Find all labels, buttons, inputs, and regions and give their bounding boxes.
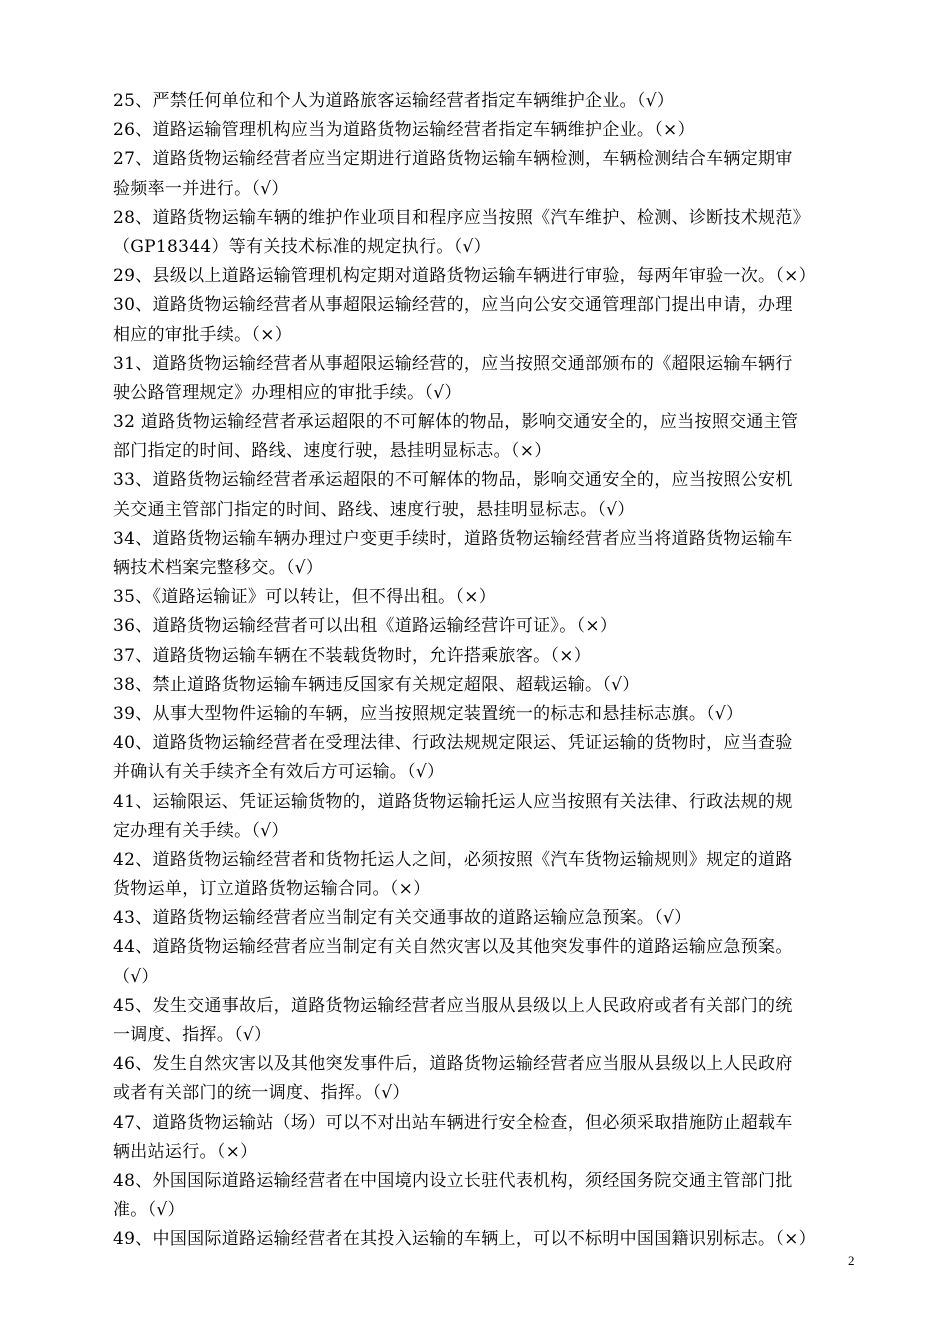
item-text-line: 关交通主管部门指定的时间、路线、速度行驶，悬挂明显标志。（√） (113, 499, 635, 520)
true-false-item (113, 1109, 873, 1167)
true-false-item (113, 525, 873, 583)
item-text-line: 26、道路运输管理机构应当为道路货物运输经营者指定车辆维护企业。（×） (113, 120, 695, 141)
item-text-line: 定办理有关手续。（√） (113, 820, 289, 841)
true-false-item (113, 204, 873, 262)
item-text-line: 驶公路管理规定》办理相应的审批手续。（√） (113, 382, 462, 403)
true-false-item (113, 408, 873, 466)
item-text-line: 48、外国国际道路运输经营者在中国境内设立长驻代表机构，须经国务院交通主管部门批 (113, 1170, 793, 1191)
true-false-item (113, 642, 873, 671)
item-text-line: 43、道路货物运输经营者应当制定有关交通事故的道路运输应急预案。（√） (113, 908, 692, 929)
item-text-line: 46、发生自然灾害以及其他突发事件后，道路货物运输经营者应当服从县级以上人民政府 (113, 1054, 793, 1075)
item-text-line: 部门指定的时间、路线、速度行驶，悬挂明显标志。（×） (113, 441, 552, 462)
true-false-item (113, 904, 873, 933)
item-text-line: 辆出站运行。（×） (113, 1141, 258, 1162)
item-text-line: 27、道路货物运输经营者应当定期进行道路货物运输车辆检测，车辆检测结合车辆定期审 (113, 149, 793, 170)
item-text-line: 31、道路货物运输经营者从事超限运输经营的，应当按照交通部颁布的《超限运输车辆行 (113, 353, 793, 374)
item-text-line: 一调度、指挥。（√） (113, 1025, 272, 1045)
true-false-item (113, 846, 873, 904)
true-false-item (113, 933, 873, 991)
true-false-item (113, 1225, 873, 1254)
item-text-line: 28、道路货物运输车辆的维护作业项目和程序应当按照《汽车维护、检测、诊断技术规范》 (113, 207, 810, 228)
true-false-item (113, 700, 873, 729)
item-text-line: 41、运输限运、凭证运输货物的，道路货物运输托运人应当按照有关法律、行政法规的规 (113, 791, 793, 812)
true-false-item (113, 1167, 873, 1225)
true-false-item (113, 145, 873, 203)
true-false-item (113, 291, 873, 349)
item-text-line: 30、道路货物运输经营者从事超限运输经营的，应当向公安交通管理部门提出申请，办理 (113, 295, 793, 316)
item-text-line: 货物运单，订立道路货物运输合同。（×） (113, 879, 431, 900)
item-text-line: 49、中国国际道路运输经营者在其投入运输的车辆上，可以不标明中国国籍识别标志。（×） (113, 1229, 816, 1250)
item-text-line: 辆技术档案完整移交。（√） (113, 558, 324, 578)
item-text-line: 34、道路货物运输车辆办理过户变更手续时，道路货物运输经营者应当将道路货物运输车 (113, 528, 793, 549)
item-text-line: 相应的审批手续。（×） (113, 324, 293, 345)
question-list (113, 87, 873, 1255)
item-text-line: 45、发生交通事故后，道路货物运输经营者应当服从县级以上人民政府或者有关部门的统 (113, 995, 793, 1016)
true-false-item (113, 350, 873, 408)
true-false-item (113, 671, 873, 700)
item-text-line: 32 道路货物运输经营者承运超限的不可解体的物品，影响交通安全的，应当按照交通主管 (113, 412, 799, 433)
item-text-line: 36、道路货物运输经营者可以出租《道路运输经营许可证》。（×） (113, 616, 618, 637)
item-text-line: 并确认有关手续齐全有效后方可运输。（√） (113, 762, 445, 783)
item-text-line: 47、道路货物运输站（场）可以不对出站车辆进行安全检查，但必须采取措施防止超载车 (113, 1112, 793, 1133)
true-false-item (113, 992, 873, 1050)
item-text-line: 25、严禁任何单位和个人为道路旅客运输经营者指定车辆维护企业。（√） (113, 91, 675, 111)
page-number: 2 (848, 1253, 855, 1268)
item-text-line: 准。（√） (113, 1200, 185, 1221)
item-text-line: 29、县级以上道路运输管理机构定期对道路货物运输车辆进行审验，每两年审验一次。（×） (113, 266, 816, 287)
item-text-line: 38、禁止道路货物运输车辆违反国家有关规定超限、超载运输。（√） (113, 674, 640, 695)
item-text-line: 39、从事大型物件运输的车辆，应当按照规定装置统一的标志和悬挂标志旗。（√） (113, 703, 744, 724)
true-false-item (113, 583, 873, 612)
item-text-line: 35、《道路运输证》可以转让，但不得出租。（×） (113, 587, 497, 608)
true-false-item (113, 87, 873, 116)
item-text-line: 44、道路货物运输经营者应当制定有关自然灾害以及其他突发事件的道路运输应急预案。 (113, 937, 793, 958)
item-text-line: （GP18344）等有关技术标准的规定执行。（√） (113, 236, 491, 257)
true-false-item (113, 612, 873, 641)
item-text-line: 42、道路货物运输经营者和货物托运人之间，必须按照《汽车货物运输规则》规定的道路 (113, 849, 793, 870)
item-text-line: 37、道路货物运输车辆在不装载货物时，允许搭乘旅客。（×） (113, 645, 592, 666)
item-text-line: 验频率一并进行。（√） (113, 178, 289, 199)
true-false-item (113, 1050, 873, 1108)
true-false-item (113, 116, 873, 145)
item-text-line: 33、道路货物运输经营者承运超限的不可解体的物品，影响交通安全的，应当按照公安机 (113, 470, 793, 491)
item-text-line: 40、道路货物运输经营者在受理法律、行政法规规定限运、凭证运输的货物时，应当查验 (113, 733, 793, 754)
true-false-item (113, 788, 873, 846)
true-false-item (113, 729, 873, 787)
item-text-line: 或者有关部门的统一调度、指挥。（√） (113, 1083, 410, 1104)
true-false-item (113, 466, 873, 524)
item-text-line: （√） (113, 966, 159, 987)
true-false-item (113, 262, 873, 291)
